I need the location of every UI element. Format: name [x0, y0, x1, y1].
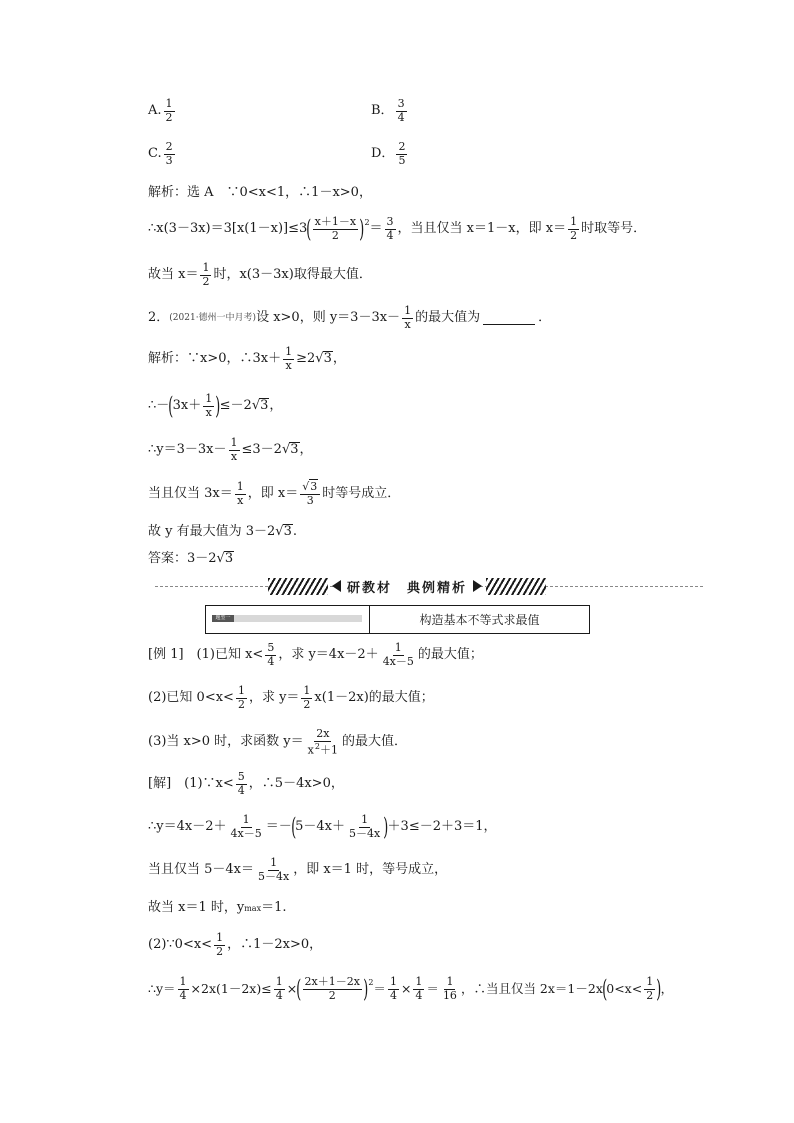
frac-num: 1 — [242, 813, 250, 826]
frac-num: 1 — [205, 392, 213, 405]
q2-solution-line-4 — [148, 481, 400, 507]
option-b — [371, 98, 409, 124]
text: 答案：3－2 — [148, 550, 217, 566]
right-paren: ) — [656, 975, 662, 1004]
frac-den: 5－4x — [348, 826, 381, 840]
frac-num: 1 — [404, 304, 412, 317]
frac-den: x — [404, 317, 411, 331]
left-paren: ( — [306, 215, 312, 244]
q1-inner-fraction — [313, 216, 358, 242]
right-paren: ) — [215, 392, 221, 421]
frac-num: 1 — [394, 641, 402, 654]
text: 设 x>0，则 y＝3－3x－ — [256, 309, 401, 325]
text: (3)当 x>0 时，求函数 y＝ — [148, 734, 304, 749]
left-paren: ( — [296, 975, 302, 1004]
left-paren: ( — [168, 392, 174, 421]
radicand: 3 — [290, 442, 299, 458]
frac-den: 4 — [389, 988, 397, 1002]
ex1-solution-line-3 — [148, 857, 447, 883]
frac-num: 1 — [285, 345, 293, 358]
fraction — [347, 814, 382, 840]
banner-arrow-left-icon — [332, 580, 341, 592]
fraction — [203, 393, 214, 419]
text: 时，x(3－3x)取得最大值． — [213, 266, 372, 282]
text: 5－4x＋ — [295, 818, 345, 834]
option-a-fraction — [164, 98, 175, 124]
frac-den: 2 — [303, 697, 311, 711]
frac-den: 2 — [570, 228, 578, 242]
frac-num: 2x — [316, 727, 330, 740]
ex1-solution-line-1 — [148, 771, 344, 797]
sqrt-sign: √ — [251, 397, 261, 413]
text: 时取等号． — [581, 220, 647, 236]
left-paren: ( — [601, 975, 608, 1004]
text: ∴x(3－3x)＝3[x(1－x)]≤3 — [148, 220, 308, 236]
option-d — [371, 141, 409, 167]
q1-solution-text: 解析：选 A ∵0<x<1，∴1－x>0， — [148, 185, 372, 200]
frac-den: 2 — [331, 228, 339, 242]
frac-num: x＋1－x — [314, 215, 357, 228]
fraction — [229, 437, 240, 463]
frac-num: 1 — [389, 975, 397, 988]
option-b-fraction — [396, 98, 407, 124]
frac-den: 2 — [165, 110, 173, 124]
text: 时等号成立． — [322, 485, 401, 501]
radicand: 3 — [310, 480, 318, 493]
topic-bar — [212, 615, 362, 622]
frac-den: 4 — [179, 988, 187, 1002]
fraction — [200, 262, 211, 288]
q1-solution-line — [148, 186, 372, 201]
text: (2)已知 0<x< — [148, 689, 234, 705]
text: ∴－ — [148, 397, 170, 413]
fraction — [300, 481, 320, 507]
text: ×2x(1－2x)≤ — [190, 980, 272, 996]
q2-answer — [148, 551, 234, 567]
text: x(1－2x)的最大值； — [314, 689, 434, 705]
ex1-part3 — [148, 728, 407, 757]
fraction — [178, 976, 189, 1002]
frac-num: 1 — [165, 97, 173, 110]
frac-num: 1 — [303, 684, 311, 697]
text: ∴y＝4x－2＋ — [148, 818, 227, 834]
sqrt-sign: √ — [315, 350, 324, 366]
option-d-label: D． — [371, 145, 395, 161]
frac-num: 2x＋1－2x — [304, 975, 360, 988]
text: 当且仅当 3x＝ — [148, 485, 233, 501]
text: ，即 x＝ — [247, 485, 299, 501]
frac-num: 1 — [446, 975, 454, 988]
text: × — [286, 980, 298, 996]
fraction — [306, 728, 340, 757]
frac-den: 2 — [328, 988, 336, 1002]
frac-den: 4x－5 — [230, 826, 262, 840]
frac-den: 3 — [306, 493, 314, 507]
frac-den: 5 — [398, 153, 406, 167]
answer-blank — [483, 312, 535, 325]
text: ≥2 — [296, 350, 316, 366]
fraction — [644, 976, 655, 1002]
sqrt-sign: √ — [275, 523, 284, 539]
frac-den: x — [285, 358, 292, 372]
text: ，∴当且仅当 2x＝1－2x — [460, 980, 603, 996]
fraction — [229, 814, 264, 840]
text: ，求 y＝ — [248, 689, 300, 705]
fraction — [385, 216, 396, 242]
frac-num — [300, 481, 320, 495]
exponent: 2 — [368, 977, 374, 987]
q2-stem — [148, 305, 551, 331]
fraction — [235, 481, 246, 507]
frac-num: 5 — [267, 641, 275, 654]
option-c-label: C. — [148, 145, 162, 161]
frac-den: 5－4x — [258, 869, 290, 883]
fraction — [413, 976, 424, 1002]
frac-num: 3 — [397, 97, 405, 110]
option-a-label: A. — [148, 102, 162, 118]
frac-den: x — [205, 405, 212, 419]
q2-solution-line-5 — [148, 524, 297, 540]
frac-den: 3 — [165, 153, 173, 167]
frac-den: 2 — [646, 988, 654, 1002]
question-number: 2． — [148, 309, 170, 325]
radicand: 3 — [283, 524, 292, 539]
text: ． — [538, 309, 552, 325]
frac-den: 4 — [415, 988, 423, 1002]
source-tag: (2021·德州一中月考) — [169, 312, 257, 323]
exponent: 2 — [314, 741, 320, 751]
text: . — [292, 523, 298, 539]
sqrt-sign: √ — [281, 441, 291, 457]
frac-den: 4 — [275, 988, 283, 1002]
text: ，当且仅当 x＝1－x，即 x＝ — [397, 220, 567, 236]
q1-inequality-line — [148, 216, 646, 242]
fraction — [236, 685, 247, 711]
ex1-part1 — [148, 642, 483, 668]
right-paren: ) — [363, 975, 369, 1004]
fraction — [402, 305, 413, 331]
frac-den: 16 — [442, 988, 457, 1002]
banner-stripes-left — [268, 578, 328, 595]
frac-num: 1 — [415, 975, 423, 988]
frac-den: 4 — [267, 654, 275, 668]
text: ∴y＝ — [148, 980, 176, 996]
text: ，求 y＝4x－2＋ — [278, 646, 379, 662]
text: ， — [269, 397, 283, 413]
fraction — [265, 642, 276, 668]
option-a — [148, 98, 177, 124]
topic-box — [205, 605, 590, 634]
radicand: 3 — [260, 398, 269, 414]
text: ，∴5－4x>0， — [248, 775, 344, 791]
q2-solution-line-3 — [148, 437, 313, 463]
text: ＝1. — [261, 900, 287, 915]
text: 的最大值； — [417, 646, 483, 662]
right-paren: ) — [359, 215, 365, 244]
text: ， — [332, 350, 346, 366]
text: ＝ — [426, 980, 439, 996]
fraction — [214, 932, 225, 958]
frac-den: 4x－5 — [382, 654, 414, 668]
frac-num: 1 — [361, 813, 369, 826]
sqrt-sign: √ — [302, 480, 310, 493]
frac-den: x — [237, 493, 244, 507]
text: ＝ — [369, 220, 383, 236]
exponent: 2 — [364, 217, 370, 227]
option-c-fraction — [164, 141, 175, 167]
frac-den — [306, 742, 340, 757]
frac-den: 2 — [216, 944, 224, 958]
frac-num: 1 — [275, 975, 283, 988]
frac-num: 1 — [646, 975, 654, 988]
q2-solution-line-2 — [148, 393, 282, 419]
frac-num: 1 — [202, 261, 210, 274]
text: ， — [660, 980, 674, 996]
frac-num: 2 — [398, 140, 406, 153]
fraction — [381, 642, 416, 668]
fraction — [301, 685, 312, 711]
text: 0<x< — [606, 980, 643, 996]
text: 的最大值． — [341, 734, 407, 749]
text: ∴y＝3－3x－ — [148, 441, 227, 457]
fraction — [568, 216, 579, 242]
fraction — [303, 976, 362, 1002]
text: ，即 x＝1 时，等号成立， — [293, 861, 448, 877]
frac-den: 4 — [397, 110, 405, 124]
fraction — [283, 346, 294, 372]
frac-num: 1 — [237, 684, 245, 697]
fraction — [274, 976, 285, 1002]
frac-den: 2 — [202, 274, 210, 288]
text: ＋3≤－2＋3＝1， — [387, 818, 497, 834]
text: [解] (1)∵x< — [148, 775, 234, 791]
radicand: 3 — [224, 551, 234, 566]
right-paren: ) — [383, 813, 389, 842]
fraction — [441, 976, 459, 1002]
fraction — [256, 857, 291, 883]
frac-num: 1 — [230, 436, 238, 449]
q2-solution-line-1 — [148, 346, 346, 372]
banner-stripes-right — [486, 578, 546, 595]
frac-num: 1 — [270, 856, 278, 869]
frac-den: 4 — [386, 228, 394, 242]
option-c — [148, 141, 177, 167]
frac-num: 5 — [237, 770, 245, 783]
text: x — [307, 743, 314, 757]
text: ≤－2 — [219, 397, 252, 413]
text: ＋1 — [319, 743, 338, 757]
text: 故当 x＝ — [148, 266, 199, 282]
text: 故 y 有最大值为 3－2 — [148, 523, 276, 539]
text: ＝－ — [265, 818, 292, 834]
topic-box-left — [206, 606, 370, 633]
ex1-part2 — [148, 685, 434, 711]
subscript: max — [244, 903, 262, 913]
text: 的最大值为 — [415, 309, 481, 325]
frac-num: 1 — [179, 975, 187, 988]
option-b-label: B． — [371, 102, 394, 118]
text: × — [400, 980, 412, 996]
topic-title: 构造基本不等式求最值 — [419, 613, 540, 627]
text: (2)∵0<x< — [148, 936, 213, 952]
text: 故当 x＝1 时，y — [148, 900, 245, 915]
text: ＝ — [373, 980, 386, 996]
fraction — [236, 771, 247, 797]
frac-num: 1 — [216, 931, 224, 944]
frac-num: 1 — [236, 480, 244, 493]
frac-num: 3 — [386, 215, 394, 228]
text: ，∴1－2x>0， — [227, 936, 323, 952]
fraction — [388, 976, 399, 1002]
text: 3x＋ — [172, 397, 202, 413]
frac-num: 1 — [570, 215, 578, 228]
sqrt-sign: √ — [216, 550, 225, 566]
text: ≤3－2 — [241, 441, 282, 457]
section-banner — [268, 578, 546, 595]
ex1-solution-line-2 — [148, 814, 497, 840]
ex1-solution-line-4 — [148, 901, 287, 916]
frac-den: x — [230, 449, 238, 463]
text: 解析：∵x>0，∴3x＋ — [148, 350, 282, 366]
banner-arrow-right-icon — [473, 580, 482, 592]
text: 当且仅当 5－4x＝ — [148, 861, 255, 877]
left-paren: ( — [290, 813, 296, 842]
text: ， — [299, 441, 313, 457]
option-d-fraction — [396, 141, 407, 167]
text: [例 1] (1)已知 x< — [148, 646, 264, 662]
frac-den: 4 — [237, 783, 245, 797]
banner-title: 研教材 典例精析 — [341, 577, 473, 596]
frac-den: 2 — [237, 697, 245, 711]
q1-conclusion-line — [148, 262, 372, 288]
ex1-solution-line-6 — [148, 976, 673, 1002]
ex1-solution-line-5 — [148, 932, 322, 958]
frac-num: 2 — [165, 140, 173, 153]
radicand: 3 — [323, 351, 332, 367]
topic-chip: 题型一 — [212, 615, 234, 622]
